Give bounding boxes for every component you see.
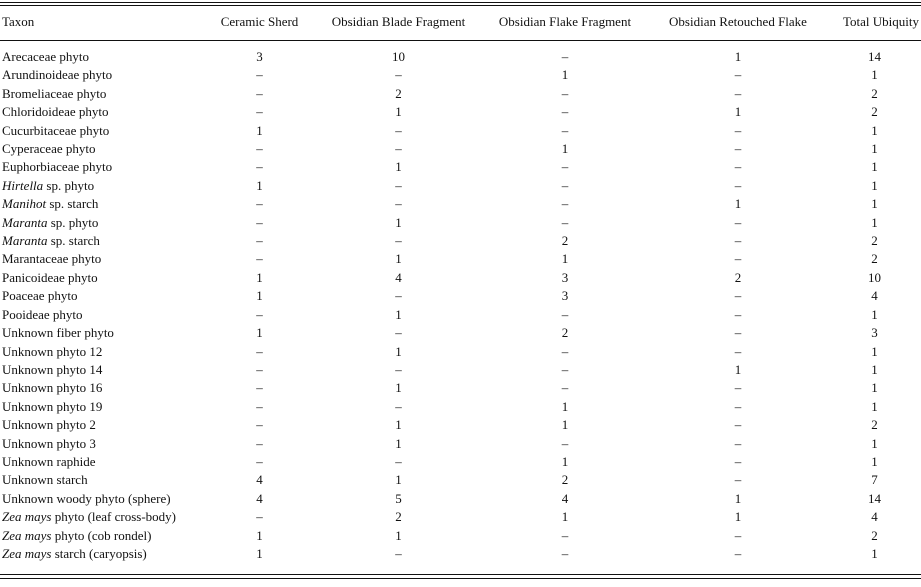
taxon-cell [0, 416, 204, 434]
total-ubiquity-cell: 1 [871, 398, 878, 414]
ceramic-sherd-cell: – [256, 453, 263, 469]
taxon-genus: Hirtella [2, 177, 44, 193]
obsidian-blade-cell: – [395, 288, 402, 304]
total-ubiquity-cell: 2 [871, 251, 878, 267]
table-row [0, 250, 921, 268]
ceramic-sherd-cell: – [256, 233, 263, 249]
header-obsidian-retouched: Obsidian Retouched Flake [669, 13, 807, 29]
taxon-cell [0, 103, 204, 121]
obsidian-flake-cell: – [561, 214, 569, 230]
obsidian-retouched-cell: – [734, 233, 742, 249]
obsidian-blade-cell: – [395, 233, 402, 249]
obsidian-flake-cell: 4 [561, 490, 569, 506]
ceramic-sherd-cell: 1 [256, 288, 263, 304]
obsidian-blade-cell: 1 [395, 527, 402, 543]
obsidian-retouched-cell: – [734, 122, 742, 138]
table-row [0, 361, 921, 379]
obsidian-retouched-cell: – [734, 545, 742, 561]
obsidian-retouched-cell: – [734, 141, 742, 157]
obsidian-flake-cell: – [561, 361, 569, 377]
table-row [0, 435, 921, 453]
taxon-cell [0, 122, 204, 140]
table-header [0, 0, 921, 48]
taxon-cell [0, 195, 204, 213]
taxon-cell [0, 435, 204, 453]
taxon-cell [0, 177, 204, 195]
obsidian-flake-cell: – [561, 177, 569, 193]
obsidian-flake-cell: 1 [561, 251, 569, 267]
taxon-genus: Zea mays [2, 545, 52, 561]
taxon-cell [0, 361, 204, 379]
obsidian-blade-cell: – [395, 453, 402, 469]
taxon-cell [0, 250, 204, 268]
taxon-name: Unknown phyto 3 [2, 435, 96, 451]
table-row [0, 527, 921, 545]
taxon-cell [0, 398, 204, 416]
table-row [0, 398, 921, 416]
taxon-name: Chloridoideae phyto [2, 104, 109, 120]
obsidian-flake-cell: 1 [561, 417, 569, 433]
obsidian-blade-cell: – [395, 196, 402, 212]
taxon-name: sp. starch [46, 196, 99, 212]
obsidian-flake-cell: – [561, 104, 569, 120]
taxon-cell [0, 140, 204, 158]
bottom-rule-outer [0, 578, 921, 579]
obsidian-blade-cell: 1 [395, 472, 402, 488]
obsidian-blade-cell: 2 [395, 509, 402, 525]
obsidian-retouched-cell: – [734, 380, 742, 396]
table-row [0, 122, 921, 140]
obsidian-blade-cell: 1 [395, 159, 402, 175]
total-ubiquity-cell: 14 [868, 49, 881, 64]
total-ubiquity-cell: 1 [871, 435, 878, 451]
obsidian-flake-cell: 2 [561, 233, 569, 249]
taxon-cell [0, 527, 204, 545]
obsidian-retouched-cell: 1 [734, 509, 742, 525]
obsidian-blade-cell: 1 [395, 435, 402, 451]
ceramic-sherd-cell: – [256, 361, 263, 377]
obsidian-retouched-cell: 1 [734, 49, 742, 64]
total-ubiquity-cell: 2 [871, 417, 878, 433]
ceramic-sherd-cell: – [256, 398, 263, 414]
taxon-cell [0, 287, 204, 305]
table-row [0, 158, 921, 176]
table-row [0, 324, 921, 342]
header-obsidian-flake: Obsidian Flake Fragment [498, 13, 632, 29]
taxon-cell [0, 379, 204, 397]
obsidian-flake-cell: 3 [561, 269, 569, 285]
obsidian-flake-cell: 1 [561, 398, 569, 414]
taxon-name: Cyperaceae phyto [2, 141, 96, 157]
obsidian-retouched-cell: 1 [734, 490, 742, 506]
table-row [0, 85, 921, 103]
obsidian-blade-cell: – [395, 398, 402, 414]
obsidian-flake-cell: – [561, 435, 569, 451]
table-row [0, 103, 921, 121]
table-row [0, 453, 921, 471]
total-ubiquity-cell: 2 [871, 233, 878, 249]
obsidian-retouched-cell: 1 [734, 196, 742, 212]
obsidian-retouched-cell: – [734, 453, 742, 469]
taxon-cell [0, 324, 204, 342]
obsidian-blade-cell: – [395, 67, 402, 83]
taxon-name: Marantaceae phyto [2, 251, 102, 267]
obsidian-blade-cell: 1 [395, 380, 402, 396]
taxon-name: phyto (cob rondel) [51, 527, 152, 543]
obsidian-retouched-cell: 1 [734, 104, 742, 120]
obsidian-blade-cell: 4 [395, 269, 402, 285]
taxon-name: Unknown starch [2, 472, 88, 488]
obsidian-flake-cell: 1 [561, 453, 569, 469]
taxon-name: sp. starch [47, 233, 100, 249]
obsidian-blade-cell: – [395, 177, 402, 193]
obsidian-blade-cell: 1 [395, 251, 402, 267]
taxon-name: Pooideae phyto [2, 306, 83, 322]
taxon-cell [0, 269, 204, 287]
ceramic-sherd-cell: 3 [256, 49, 263, 64]
obsidian-blade-cell: 1 [395, 343, 402, 359]
ceramic-sherd-cell: 1 [256, 269, 263, 285]
total-ubiquity-cell: 1 [871, 196, 878, 212]
table-row [0, 471, 921, 489]
ceramic-sherd-cell: – [256, 343, 263, 359]
taxon-cell [0, 158, 204, 176]
obsidian-blade-cell: – [395, 122, 402, 138]
ceramic-sherd-cell: – [256, 159, 263, 175]
taxon-cell [0, 490, 204, 508]
obsidian-retouched-cell: – [734, 527, 742, 543]
taxon-cell [0, 48, 204, 66]
ceramic-sherd-cell: 1 [256, 325, 263, 341]
ceramic-sherd-cell: 1 [256, 527, 263, 543]
taxon-name: Unknown woody phyto (sphere) [2, 490, 171, 506]
total-ubiquity-cell: 7 [871, 472, 878, 488]
obsidian-blade-cell: 1 [395, 214, 402, 230]
obsidian-retouched-cell: – [734, 417, 742, 433]
table-row [0, 177, 921, 195]
obsidian-retouched-cell: – [734, 67, 742, 83]
total-ubiquity-cell: 1 [871, 177, 878, 193]
bottom-rule-inner [0, 574, 921, 575]
obsidian-flake-cell: – [561, 306, 569, 322]
ceramic-sherd-cell: 4 [256, 472, 263, 488]
ceramic-sherd-cell: – [256, 417, 263, 433]
ceramic-sherd-cell: – [256, 196, 263, 212]
taxon-cell [0, 214, 204, 232]
taxon-genus: Manihot [2, 196, 47, 212]
total-ubiquity-cell: 14 [868, 490, 881, 506]
total-ubiquity-cell: 1 [871, 214, 878, 230]
taxon-genus: Maranta [2, 233, 48, 249]
total-ubiquity-cell: 2 [871, 527, 878, 543]
taxon-name: Unknown phyto 12 [2, 343, 103, 359]
obsidian-flake-cell: – [561, 380, 569, 396]
total-ubiquity-cell: 3 [871, 325, 878, 341]
ceramic-sherd-cell: 1 [256, 122, 263, 138]
obsidian-retouched-cell: – [734, 325, 742, 341]
taxon-name: sp. phyto [47, 214, 99, 230]
total-ubiquity-cell: 4 [871, 288, 878, 304]
table-row [0, 269, 921, 287]
taxon-name: Arecaceae phyto [2, 49, 89, 64]
obsidian-flake-cell: 3 [561, 288, 569, 304]
taxon-name: phyto (leaf cross-body) [51, 509, 177, 525]
obsidian-flake-cell: – [561, 545, 569, 561]
ceramic-sherd-cell: 4 [256, 490, 263, 506]
taxon-cell [0, 471, 204, 489]
taxon-name: Unknown phyto 2 [2, 417, 96, 433]
taxon-cell [0, 66, 204, 84]
taxon-genus: Zea mays [2, 527, 52, 543]
taxon-cell [0, 232, 204, 250]
obsidian-retouched-cell: – [734, 288, 742, 304]
obsidian-flake-cell: – [561, 343, 569, 359]
total-ubiquity-cell: 1 [871, 453, 878, 469]
header-ceramic-sherd: Ceramic Sherd [220, 13, 299, 29]
obsidian-retouched-cell: – [734, 398, 742, 414]
table-body [0, 48, 921, 563]
taxon-name: Bromeliaceae phyto [2, 85, 107, 101]
obsidian-flake-cell: 1 [561, 509, 569, 525]
obsidian-blade-cell: 10 [392, 49, 405, 64]
ceramic-sherd-cell: 1 [256, 545, 263, 561]
taxon-cell [0, 306, 204, 324]
obsidian-blade-cell: 1 [395, 104, 402, 120]
ceramic-sherd-cell: 1 [256, 177, 263, 193]
total-ubiquity-cell: 10 [868, 269, 881, 285]
taxon-name: Unknown raphide [2, 453, 96, 469]
obsidian-retouched-cell: – [734, 343, 742, 359]
obsidian-blade-cell: 5 [395, 490, 402, 506]
ceramic-sherd-cell: – [256, 141, 263, 157]
total-ubiquity-cell: 1 [871, 380, 878, 396]
taxon-name: Unknown phyto 16 [2, 380, 103, 396]
obsidian-retouched-cell: – [734, 159, 742, 175]
total-ubiquity-cell: 2 [871, 104, 878, 120]
obsidian-flake-cell: 1 [561, 67, 569, 83]
table-row [0, 508, 921, 526]
obsidian-blade-cell: – [395, 361, 402, 377]
total-ubiquity-cell: 1 [871, 67, 878, 83]
obsidian-retouched-cell: 1 [734, 361, 742, 377]
obsidian-flake-cell: 2 [561, 472, 569, 488]
obsidian-flake-cell: – [561, 122, 569, 138]
obsidian-blade-cell: – [395, 325, 402, 341]
obsidian-flake-cell: 1 [561, 141, 569, 157]
table-row [0, 343, 921, 361]
obsidian-retouched-cell: – [734, 177, 742, 193]
ceramic-sherd-cell: – [256, 85, 263, 101]
taxon-cell [0, 343, 204, 361]
obsidian-retouched-cell: – [734, 472, 742, 488]
table-row [0, 416, 921, 434]
obsidian-blade-cell: 1 [395, 306, 402, 322]
header-total-ubiquity: Total Ubiquity [842, 13, 919, 29]
ceramic-sherd-cell: – [256, 306, 263, 322]
ceramic-sherd-cell: – [256, 104, 263, 120]
header-obsidian-blade: Obsidian Blade Fragment [331, 13, 466, 29]
ceramic-sherd-cell: – [256, 380, 263, 396]
obsidian-flake-cell: – [561, 527, 569, 543]
table-row [0, 214, 921, 232]
obsidian-retouched-cell: – [734, 214, 742, 230]
obsidian-retouched-cell: – [734, 435, 742, 451]
obsidian-flake-cell: 2 [561, 325, 569, 341]
taxon-name: Panicoideae phyto [2, 269, 98, 285]
ceramic-sherd-cell: – [256, 435, 263, 451]
ceramic-sherd-cell: – [256, 67, 263, 83]
obsidian-flake-cell: – [561, 49, 569, 64]
table-row [0, 195, 921, 213]
obsidian-retouched-cell: – [734, 306, 742, 322]
obsidian-retouched-cell: – [734, 85, 742, 101]
table-row [0, 379, 921, 397]
table-row [0, 306, 921, 324]
taxon-cell [0, 545, 204, 563]
taxon-cell [0, 453, 204, 471]
obsidian-blade-cell: – [395, 545, 402, 561]
total-ubiquity-cell: 1 [871, 122, 878, 138]
obsidian-blade-cell: – [395, 141, 402, 157]
taxon-name: Euphorbiaceae phyto [2, 159, 113, 175]
total-ubiquity-cell: 1 [871, 159, 878, 175]
obsidian-flake-cell: – [561, 159, 569, 175]
taxon-name: Unknown phyto 14 [2, 361, 103, 377]
taxon-name: Poaceae phyto [2, 288, 78, 304]
header-taxon: Taxon [2, 13, 35, 29]
obsidian-retouched-cell: – [734, 251, 742, 267]
taxon-genus: Zea mays [2, 509, 52, 525]
taxon-name: starch (caryopsis) [51, 545, 147, 561]
obsidian-retouched-cell: 2 [734, 269, 742, 285]
taxon-name: Cucurbitaceae phyto [2, 122, 110, 138]
ceramic-sherd-cell: – [256, 214, 263, 230]
total-ubiquity-cell: 1 [871, 343, 878, 359]
ceramic-sherd-cell: – [256, 509, 263, 525]
table-row [0, 66, 921, 84]
taxon-cell [0, 508, 204, 526]
ceramic-sherd-cell: – [256, 251, 263, 267]
taxon-name: Arundinoideae phyto [2, 67, 113, 83]
taxon-genus: Maranta [2, 214, 48, 230]
taxon-name: sp. phyto [43, 177, 95, 193]
total-ubiquity-cell: 1 [871, 141, 878, 157]
total-ubiquity-cell: 4 [871, 509, 878, 525]
table-row [0, 140, 921, 158]
taxon-name: Unknown fiber phyto [2, 325, 114, 341]
table-row [0, 48, 921, 66]
total-ubiquity-cell: 2 [871, 85, 878, 101]
obsidian-flake-cell: – [561, 196, 569, 212]
total-ubiquity-cell: 1 [871, 306, 878, 322]
obsidian-blade-cell: 2 [395, 85, 402, 101]
taxon-cell [0, 85, 204, 103]
table-row [0, 232, 921, 250]
table-row [0, 490, 921, 508]
total-ubiquity-cell: 1 [871, 545, 878, 561]
total-ubiquity-cell: 1 [871, 361, 878, 377]
obsidian-flake-cell: – [561, 85, 569, 101]
table-row [0, 545, 921, 563]
obsidian-blade-cell: 1 [395, 417, 402, 433]
taxon-name: Unknown phyto 19 [2, 398, 103, 414]
table-row [0, 287, 921, 305]
